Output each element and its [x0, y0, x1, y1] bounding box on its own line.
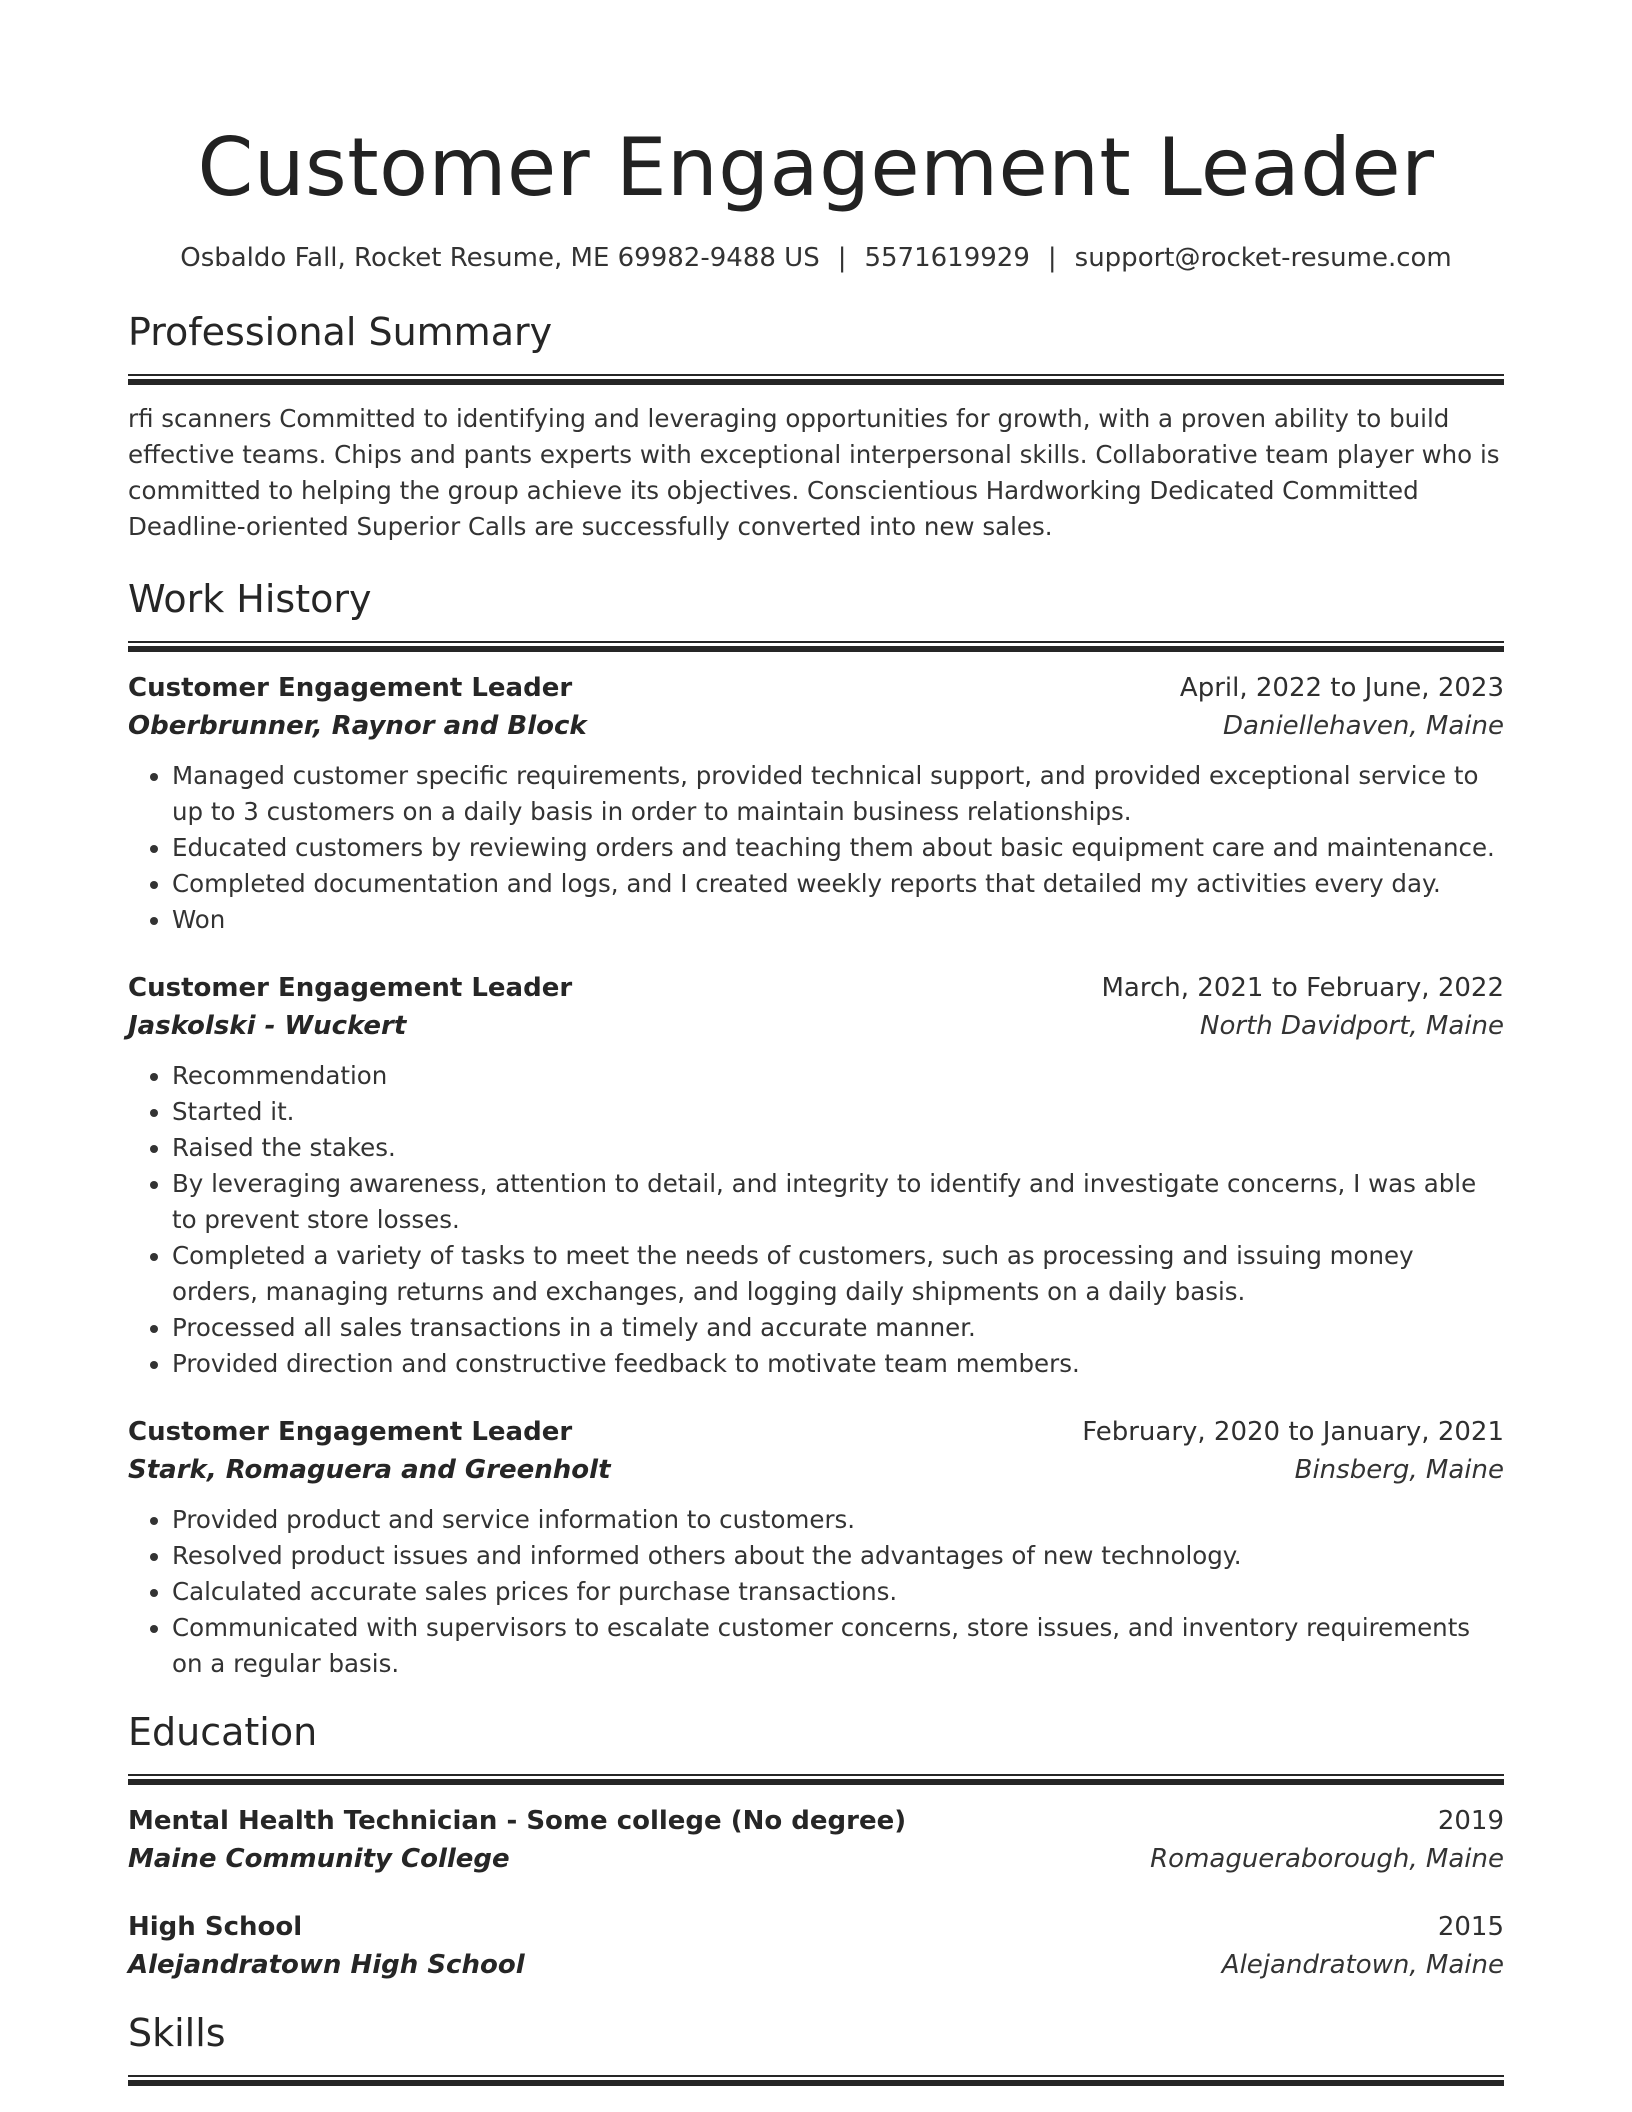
job-location: Daniellehaven, Maine [1223, 711, 1504, 741]
job-location: Binsberg, Maine [1294, 1455, 1504, 1485]
section-title-education: Education [128, 1710, 318, 1754]
job-bullet: • Completed a variety of tasks to meet the needs of customers, such as processing and issuing money orders, managing returns and exchanges, and logging daily shipments on a daily basis. [172, 1238, 1504, 1310]
job-bullet: • Educated customers by reviewing orders and teaching them about basic equipment care and maintenance. [172, 830, 1504, 866]
education-entry [128, 1803, 1504, 1879]
job-title: Customer Engagement Leader [128, 673, 573, 703]
job-bullet: • Managed customer specific requirements, provided technical support, and provided exceptional service to up to 3 customers on a daily basis in order to maintain business relationships. [172, 758, 1504, 830]
work-history-section [128, 575, 1504, 1682]
job-company: Stark, Romaguera and Greenholt [128, 1455, 611, 1485]
section-divider [128, 1774, 1504, 1785]
job-bullet-list [128, 1502, 1504, 1682]
contact-phone: 5571619929 [864, 243, 1030, 273]
education-school: Maine Community College [128, 1844, 510, 1874]
section-title-skills: Skills [128, 2011, 226, 2055]
education-year: 2019 [1437, 1806, 1504, 1836]
job-dates: March, 2021 to February, 2022 [1101, 973, 1504, 1003]
job-bullet: • Processed all sales transactions in a timely and accurate manner. [172, 1310, 1504, 1346]
education-degree: Mental Health Technician - Some college (No degree) [128, 1806, 907, 1836]
job-entry [128, 1414, 1504, 1682]
education-section [128, 1708, 1504, 1985]
job-company: Oberbrunner, Raynor and Block [128, 711, 587, 741]
job-dates: February, 2020 to January, 2021 [1082, 1417, 1504, 1447]
job-dates: April, 2022 to June, 2023 [1179, 673, 1504, 703]
job-bullet: • Provided direction and constructive feedback to motivate team members. [172, 1346, 1504, 1382]
section-divider [128, 2075, 1504, 2086]
job-header-row [128, 970, 1504, 1006]
job-bullet: • Started it. [172, 1094, 1504, 1130]
contact-separator: | [1047, 243, 1057, 273]
section-divider [128, 641, 1504, 652]
job-location: North Davidport, Maine [1200, 1011, 1504, 1041]
job-bullet: • Calculated accurate sales prices for purchase transactions. [172, 1574, 1504, 1610]
job-bullet: • Recommendation [172, 1058, 1504, 1094]
section-title-work-history: Work History [128, 577, 372, 621]
job-bullet: • Won [172, 902, 1504, 938]
candidate-name: Customer Engagement Leader [197, 121, 1435, 214]
job-company: Jaskolski - Wuckert [128, 1011, 407, 1041]
job-entry [128, 970, 1504, 1382]
job-bullet: • Completed documentation and logs, and I created weekly reports that detailed my activities every day. [172, 866, 1504, 902]
education-header-row [128, 1909, 1504, 1945]
section-title-summary: Professional Summary [128, 310, 553, 354]
skills-section [128, 2009, 1504, 2086]
job-title: Customer Engagement Leader [128, 973, 573, 1003]
job-bullet-list [128, 758, 1504, 938]
job-bullet: • Raised the stakes. [172, 1130, 1504, 1166]
section-divider [128, 374, 1504, 385]
job-bullet: • Resolved product issues and informed others about the advantages of new technology. [172, 1538, 1504, 1574]
job-bullet: • By leveraging awareness, attention to detail, and integrity to identify and investigate concerns, I was able to prevent store losses. [172, 1166, 1504, 1238]
job-bullet-list [128, 1058, 1504, 1382]
education-school-row [128, 1839, 1504, 1879]
education-entry [128, 1909, 1504, 1985]
contact-line [128, 242, 1504, 274]
contact-separator: | [837, 243, 847, 273]
education-location: Romagueraborough, Maine [1150, 1844, 1504, 1874]
job-bullet: • Communicated with supervisors to escalate customer concerns, store issues, and inventory requirements on a regular basis. [172, 1610, 1504, 1682]
job-company-row [128, 706, 1504, 746]
education-location: Alejandratown, Maine [1221, 1950, 1504, 1980]
job-entry [128, 670, 1504, 938]
education-degree: High School [128, 1912, 303, 1942]
job-title: Customer Engagement Leader [128, 1417, 573, 1447]
job-company-row [128, 1006, 1504, 1046]
job-bullet: • Provided product and service information to customers. [172, 1502, 1504, 1538]
education-school: Alejandratown High School [128, 1950, 525, 1980]
summary-text: rfi scanners Committed to identifying and leveraging opportunities for growth, with a proven ability to build effective teams. Chips and pants experts with exceptional interpersonal skills. Collaborative team player who is committed to helping the group achieve its objectives. Conscientious Hardworking Dedicated Committed Deadline-oriented Superior Calls are successfully converted into new sales. [128, 404, 1500, 541]
contact-email[interactable]: support@rocket-resume.com [1074, 243, 1452, 273]
education-year: 2015 [1437, 1912, 1504, 1942]
education-school-row [128, 1945, 1504, 1985]
education-header-row [128, 1803, 1504, 1839]
job-header-row [128, 670, 1504, 706]
contact-address: Osbaldo Fall, Rocket Resume, ME 69982-9488 US [180, 243, 820, 273]
job-header-row [128, 1414, 1504, 1450]
summary-section [128, 308, 1504, 545]
job-company-row [128, 1450, 1504, 1490]
